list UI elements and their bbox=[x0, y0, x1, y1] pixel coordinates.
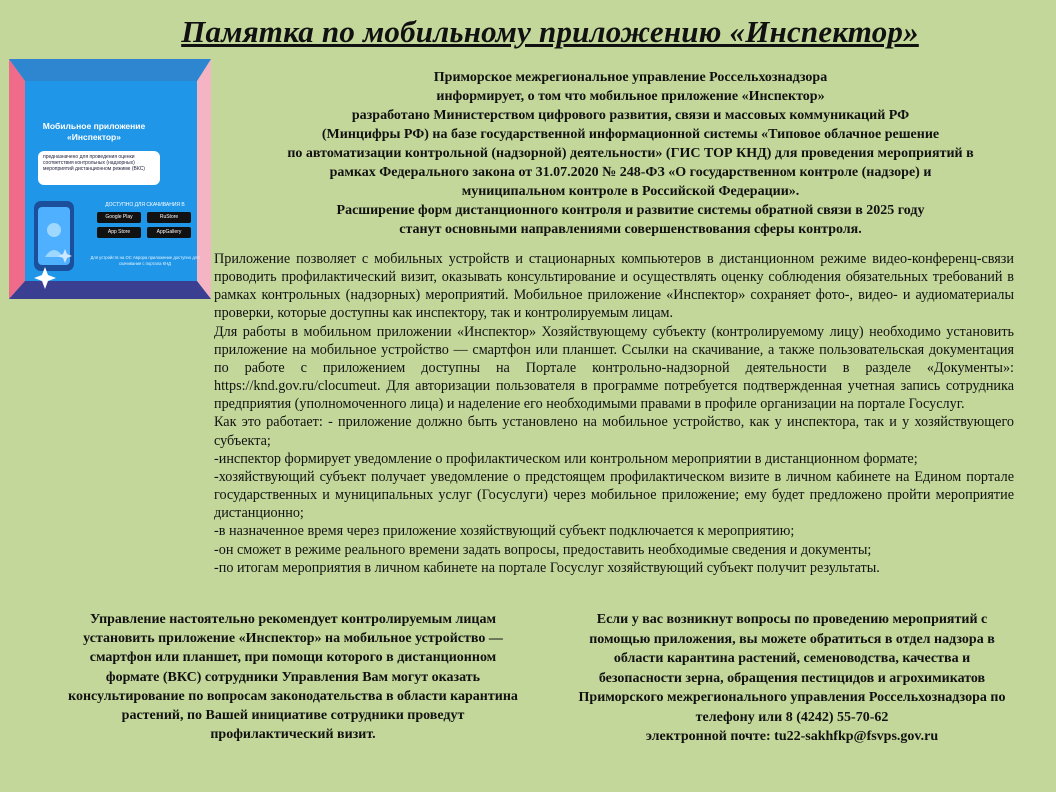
intro-line: информирует, о том что мобильное приложение «Инспектор» bbox=[436, 89, 825, 104]
recommendation-line: смартфон или планшет, при помощи которого в дистанционном bbox=[89, 650, 497, 666]
poster-note: Для устройств на ОС Аврора приложение доступно для скачивания с портала КНД bbox=[90, 255, 200, 266]
contacts-line: Приморского межрегионального управления Россельхознадзора по bbox=[578, 690, 1006, 705]
body-paragraph: Приложение позволяет с мобильных устройств и стационарных компьютеров в дистанционном режиме видео-конференц-связи проводить профилактический визит, оказывать консультирование и осуществлять оценку соблюдения обязательных требований в рамках контрольных (надзорных) мероприятий. Мобильное приложение «Инспектор» сохраняет фото-, видео- и аудиоматериалы проверки, которые доступны как инспектору, так и контролируемым лицам. bbox=[214, 251, 1014, 322]
intro-block bbox=[228, 68, 1033, 239]
contacts-line: безопасности зерна, обращения пестицидов и агрохимикатов bbox=[598, 670, 986, 686]
body-paragraph: -он сможет в режиме реального времени задать вопросы, предоставить необходимые сведения и документы; bbox=[214, 541, 872, 558]
main-body-text bbox=[214, 250, 1014, 577]
recommendation-line: установить приложение «Инспектор» на мобильное устройство — bbox=[83, 631, 503, 647]
google-play-badge: Google Play bbox=[97, 212, 141, 223]
recommendation-line: Управление настоятельно рекомендует контролируемым лицам bbox=[89, 612, 497, 627]
body-paragraph: -хозяйствующий субъект получает уведомление о предстоящем профилактическом визите в личном кабинете на Едином портале государственных и муниципальных услуг (Госуслуги) через мобильное приложение; ему будет предложено пройти мероприятие дистанционно; bbox=[214, 468, 1014, 522]
recommendation-line: профилактический визит. bbox=[210, 727, 376, 743]
body-paragraph: -инспектор формирует уведомление о профилактическом или контрольном мероприятии в дистанционном формате; bbox=[214, 450, 918, 467]
poster-description-card bbox=[38, 151, 160, 185]
intro-line: (Минцифры РФ) на базе государственной информационной системы «Типовое облачное решение bbox=[321, 127, 940, 142]
app-poster-image bbox=[9, 59, 211, 299]
body-paragraph: -по итогам мероприятия в личном кабинете на портале Госуслуг хозяйствующий субъект получит результаты. bbox=[214, 559, 880, 576]
appgallery-badge: AppGallery bbox=[147, 227, 191, 238]
poster-download-label: ДОСТУПНО ДЛЯ СКАЧИВАНИЯ В bbox=[105, 202, 185, 208]
intro-line: станут основными направлениями совершенствования сферы контроля. bbox=[399, 222, 862, 237]
contacts-line: области карантина растений, семеноводства, качества и bbox=[613, 651, 971, 666]
intro-line: Расширение форм дистанционного контроля и развитие системы обратной связи в 2025 году bbox=[336, 203, 925, 218]
page-title: Памятка по мобильному приложению «Инспектор» bbox=[181, 14, 919, 49]
contacts-line: Если у вас возникнут вопросы по проведению мероприятий с bbox=[596, 612, 988, 627]
rustore-badge: RuStore bbox=[147, 212, 191, 223]
recommendation-block bbox=[34, 610, 552, 744]
app-store-badge: App Store bbox=[97, 227, 141, 238]
contacts-phone: телефону или 8 (4242) 55-70-62 bbox=[695, 709, 889, 725]
poster-description: предназначено для проведения оценки соответствия контрольных (надзорных) мероприятий дистанционном режиме (ВКС) bbox=[43, 154, 145, 172]
contacts-block bbox=[542, 610, 1042, 747]
intro-line: разработано Министерством цифрового развития, связи и массовых коммуникаций РФ bbox=[351, 108, 910, 123]
intro-line: рамках Федерального закона от 31.07.2020 № 248-ФЗ «О государственном контроле (надзоре) и bbox=[329, 165, 932, 180]
poster-title: Мобильное приложение «Инспектор» bbox=[42, 121, 146, 142]
intro-line: Приморское межрегиональное управление Россельхознадзора bbox=[433, 70, 828, 85]
contacts-email: электронной почте: tu22-sakhfkp@fsvps.gov.ru bbox=[645, 729, 939, 744]
contacts-line: помощью приложения, вы можете обратиться в отдел надзора в bbox=[589, 631, 995, 647]
intro-line: по автоматизации контрольной (надзорной) деятельности» (ГИС ТОР КНД) для проведения мероприятий в bbox=[287, 146, 974, 161]
recommendation-line: растений, по Вашей инициативе сотрудники проведут bbox=[121, 708, 465, 724]
body-paragraph: Для работы в мобильном приложении «Инспектор» Хозяйствующему субъекту (контролируемому лицу) необходимо установить приложение на мобильное устройство — смартфон или планшет. Ссылки на скачивание, а также пользовательская документация по работе с приложением доступны на Портале контрольно-надзорной деятельности в разделе «Документы»: https://knd.gov.ru/clocumeut. Для авторизации пользователя в программе потребуется подтвержденная учетная запись сотрудника предприятия (уполномоченного лица) и наделение его необходимыми правами в профиле организации на портале Госуслуг. bbox=[214, 323, 1014, 413]
body-paragraph: -в назначенное время через приложение хозяйствующий субъект подключается к мероприятию; bbox=[214, 523, 795, 540]
recommendation-line: консультирование по вопросам законодательства в области карантина bbox=[68, 688, 518, 704]
body-paragraph: Как это работает: - приложение должно быть установлено на мобильное устройство, как у инспектора, так и у хозяйствующего субъекта; bbox=[214, 414, 1014, 449]
intro-line: муниципальном контроле в Российской Федерации». bbox=[461, 184, 800, 199]
recommendation-line: формате (ВКС) сотрудники Управления Вам могут оказать bbox=[105, 669, 481, 685]
